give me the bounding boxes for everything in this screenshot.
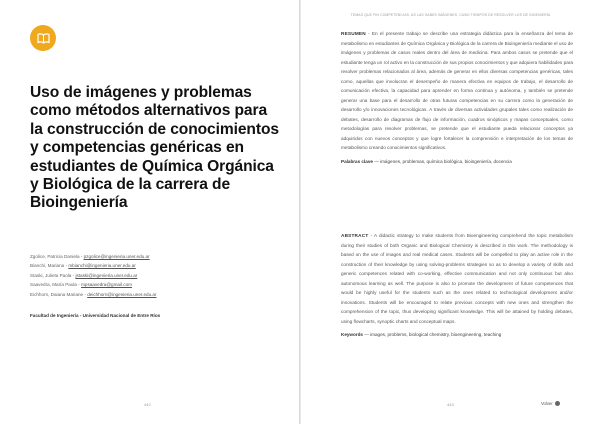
book-badge: [30, 25, 56, 51]
abstract-label: ABSTRACT: [341, 233, 369, 238]
right-page: [301, 0, 600, 424]
book-icon: [37, 33, 50, 44]
author-email-link[interactable]: mbianchi@ingenieria.uner.edu.ar: [68, 263, 136, 269]
resumen-label: RESUMEN: [341, 31, 366, 36]
author-email-link[interactable]: mpsaavedra@gmail.com: [81, 282, 132, 288]
affiliation: Facultad de Ingeniería - Universidad Nacional de Entre Ríos: [30, 313, 161, 318]
resumen-section: [341, 29, 573, 164]
resumen-text: - En el presente trabajo se describe una estrategia didáctica para la enseñanza del tema de metabolismo en estudiantes de Química Orgánica y Biológica de la carrera de Bioingeniería mediante el uso de imágenes y problemas de casos reales dentro del área de medicina. Para ambos casos se pretende que el estudiante tenga un rol activo en la construcción de sus propios conocimientos y que adquiera habilidades para resolver problemas relacionados al área, además de generar en ellos diversas competencias genéricas, tales como, aquellas que involucran el desempeño de manera efectiva en equipos de trabajo, el desarrollo de comunicación efectiva, la capacidad para aprender en forma continua y autónoma, y también se pretende generar una base para el desarrollo de otras futuras competencias en su carrera como la generación de desarrollo y/o innovaciones tecnológicas. A través de diversas actividades grupales tales como realización de debates, desarrollo de diagramas de flujo de información, cuadros sinópticos y mapas conceptuales, como metodologías para resolver problemas, se pretende que el estudiante pueda relacionar conceptos ya adquiridos con nuevos conceptos y que logre fortalecer la comprensión e interpretación de los temas de metabolismo creando conocimientos significativos.: [341, 31, 573, 150]
back-link-label: Volver: [541, 401, 553, 406]
back-link[interactable]: [541, 401, 560, 406]
author-item: Saavedra, María Paula - mpsaavedra@gmail.com: [30, 282, 132, 288]
abstract-paragraph: [341, 231, 573, 326]
author-email-link[interactable]: pzgolice@ingenieria.uner.edu.ar: [83, 254, 150, 259]
author-item: Zgolice, Patricia Daniela - pzgolice@ingenieria.uner.edu.ar: [30, 254, 150, 259]
keywords-label: Keywords: [341, 332, 363, 337]
keywords: [341, 332, 573, 337]
palabras-clave-label: Palabras clave: [341, 158, 373, 164]
author-list: [30, 252, 230, 299]
keywords-text: — images, problems, biological chemistry, bioengineering, teaching: [362, 332, 502, 337]
author-email-link[interactable]: jstaski@ingenieria.uner.edu.ar: [75, 272, 138, 278]
article-title: Uso de imágenes y problemas como métodos alternativos para la construcción de conocimientos y competencias genéricas en estudiantes de Química Orgánica y Biológica de la carrera de Bioingeniería: [30, 84, 279, 212]
left-page: [0, 0, 299, 424]
nav-dot-icon: [555, 401, 560, 406]
abstract-text: - A didactic strategy to make students from Bioengineering comprehend the topic metabolism during their studies of both Organic and Biological Chemistry is described in this work. The methodology is based on the use of images and real medical cases. Students will be compelled to play an active role in the construction of their knowledge by using solving-problems strategies so as to develop a variety of skills and generic competences related with co-working, effective communication and not only continuous but also autonomous learning as well. The purpose is also to promote the development of future competences that would be highly useful for the students such as the ones related to technological development and/or innovations. Students will be encouraged to relate previous concepts with new ones and strengthen the comprehension of the topic, thus developing significant knowledge. This will be attained by holding debates, using flowcharts, synoptic charts and conceptual maps.: [341, 233, 573, 324]
palabras-clave: [341, 159, 573, 164]
author-item: Bianchi, Mariana - mbianchi@ingenieria.uner.edu.ar: [30, 263, 136, 269]
author-email-link[interactable]: deichhorn@ingenieria.uner.edu.ar: [87, 291, 157, 297]
abstract-section: [341, 231, 573, 337]
page-number-left: 442: [144, 402, 151, 407]
resumen-paragraph: [341, 29, 573, 153]
page-number-right: 443: [447, 402, 454, 407]
author-item: Staski, Julieta Paola - jstaski@ingenieria.uner.edu.ar: [30, 272, 138, 278]
running-header: TEMAS QUE FIN COMPETENCIAS, AS LAS SABES IMÁGENES, CUBO TIEMPOS DE RESOLVER LOS DE INGENIERÍA: [350, 13, 551, 17]
palabras-clave-text: — imágenes, problemas, química biológica, bioingeniería, docencia: [372, 158, 512, 164]
author-item: Eichhorn, Daiana Mariane - deichhorn@ingenieria.uner.edu.ar: [30, 291, 157, 297]
